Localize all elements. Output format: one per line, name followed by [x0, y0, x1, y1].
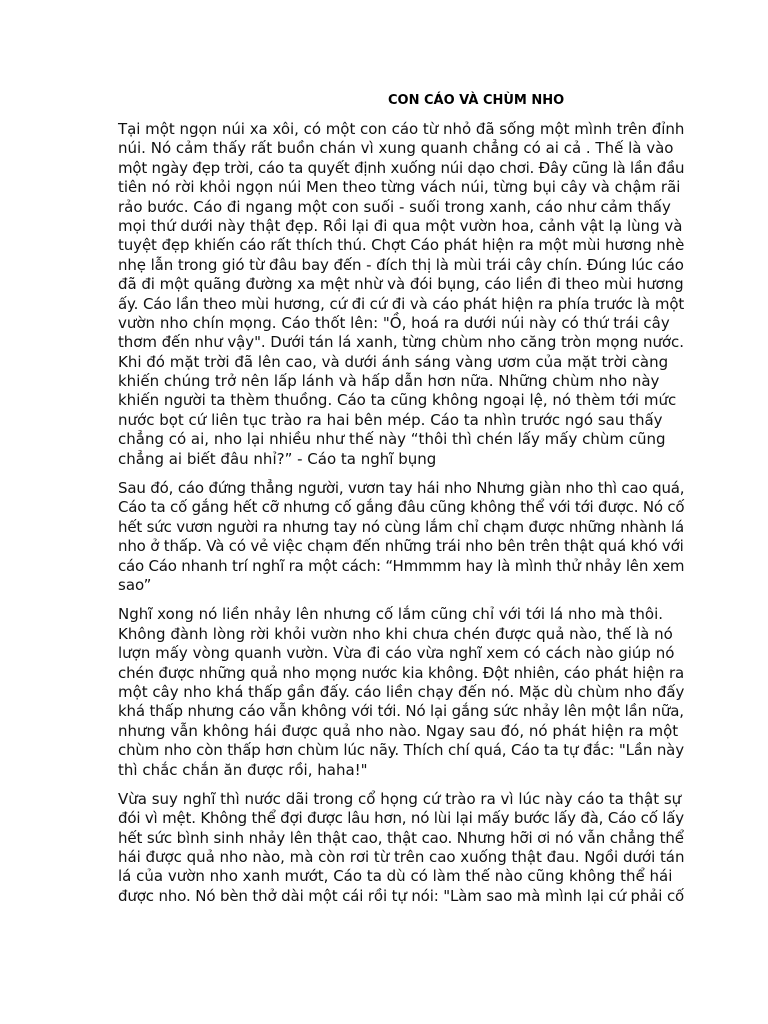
text-line: chẳng ai biết đâu nhỉ?” - Cáo ta nghĩ bụng [118, 449, 437, 468]
text-line: mọi thứ dưới này thật đẹp. Rồi lại đi qua một vườn hoa, cảnh vật lạ lùng và [118, 216, 683, 235]
text-line: đã đi một quãng đường xa mệt nhừ và đói bụng, cáo liền đi theo mùi hương [118, 275, 684, 294]
text-line: Khi đó mặt trời đã lên cao, và dưới ánh sáng vàng ươm của mặt trời càng [118, 352, 669, 371]
text-line: hái được quả nho nào, mà còn rơi từ trên cao xuống thật đau. Ngồi dưới tán [118, 848, 685, 867]
text-line: tuyệt đẹp khiến cáo rất thích thú. Chợt Cáo phát hiện ra một mùi hương nhè [118, 236, 685, 255]
story-title: CON CÁO VÀ CHÙM NHO [388, 93, 565, 108]
text-line: tiên nó rời khỏi ngọn núi Men theo từng vách núi, từng bụi cây và chậm rãi [118, 178, 681, 197]
text-line: nho ở thấp. Và có vẻ việc chạm đến những trái nho bên trên thật quá khó với [118, 537, 684, 556]
text-line: chùm nho còn thấp hơn chùm lúc nãy. Thích chí quá, Cáo ta tự đắc: "Lần này [118, 741, 684, 760]
paragraph-2 [118, 479, 684, 595]
text-line: chén được những quả nho mọng nước kia không. Đột nhiên, cáo phát hiện ra [118, 663, 684, 682]
text-line: được nho. Nó bèn thở dài một cái rồi tự nói: "Làm sao mà mình lại cứ phải cố [118, 886, 685, 905]
text-line: hết sức bình sinh nhảy lên thật cao, thật cao. Nhưng hỡi ơi nó vẫn chẳng thể [118, 828, 684, 847]
text-line: lá của vườn nho xanh mướt, Cáo ta dù có làm thế nào cũng không thể hái [118, 867, 673, 886]
paragraph-1 [118, 120, 684, 469]
text-line: khá thấp nhưng cáo vẫn không với tới. Nó lại gắng sức nhảy lên một lần nữa, [118, 702, 684, 721]
paragraph-4 [118, 790, 684, 906]
text-line: Sau đó, cáo đứng thẳng người, vươn tay hái nho Nhưng giàn nho thì cao quá, [118, 479, 685, 498]
text-line: một cây nho khá thấp gần đấy. cáo liền chạy đến nó. Mặc dù chùm nho đấy [118, 682, 685, 701]
text-line: nhưng vẫn không hái được quả nho nào. Ngay sau đó, nó phát hiện ra một [118, 721, 679, 740]
text-line: thì chắc chắn ăn được rồi, haha!" [118, 760, 368, 779]
text-line: nhẹ lẫn trong gió từ đâu bay đến - đích thị là mùi trái cây chín. Đúng lúc cáo [118, 255, 684, 274]
text-line: Vừa suy nghĩ thì nước dãi trong cổ họng cứ trào ra vì lúc này cáo ta thật sự [118, 789, 682, 808]
text-line: Không đành lòng rời khỏi vườn nho khi chưa chén được quả nào, thế là nó [118, 624, 673, 643]
text-line: khiến người ta thèm thuồng. Cáo ta cũng không ngoại lệ, nó thèm tới mức [118, 391, 677, 410]
text-line: chẳng có ai, nho lại nhiều như thế này “thôi thì chén lấy mấy chùm cũng [118, 430, 666, 449]
text-line: nước bọt cứ liên tục trào ra hai bên mép. Cáo ta nhìn trước ngó sau thấy [118, 410, 663, 429]
text-line: Cáo ta cố gắng hết cỡ nhưng cố gắng đâu cũng không thể với tới được. Nó cố [118, 498, 685, 517]
story-body [118, 120, 684, 916]
text-line: lượn mấy vòng quanh vườn. Vừa đi cáo vừa nghĩ xem có cách nào giúp nó [118, 644, 675, 663]
text-line: thơm đến như vậy". Dưới tán lá xanh, từng chùm nho căng tròn mọng nước. [118, 333, 684, 352]
text-line: rảo bước. Cáo đi ngang một con suối - suối trong xanh, cáo như cảm thấy [118, 197, 671, 216]
text-line: cáo Cáo nhanh trí nghĩ ra một cách: “Hmmmm hay là mình thử nhảy lên xem [118, 556, 685, 575]
text-line: vườn nho chín mọng. Cáo thốt lên: "Ồ, hoá ra dưới núi này có thứ trái cây [118, 313, 670, 332]
text-line: một ngày đẹp trời, cáo ta quyết định xuống núi dạo chơi. Đây cũng là lần đầu [118, 158, 685, 177]
text-line: sao” [118, 575, 152, 594]
text-line: khiến chúng trở nên lấp lánh và hấp dẫn hơn nữa. Những chùm nho này [118, 372, 660, 391]
text-line: Nghĩ xong nó liền nhảy lên nhưng cố lắm cũng chỉ với tới lá nho mà thôi. [118, 605, 664, 624]
text-line: núi. Nó cảm thấy rất buồn chán vì xung quanh chẳng có ai cả . Thế là vào [118, 139, 674, 158]
text-line: hết sức vươn người ra nhưng tay nó cùng lắm chỉ chạm được những nhành lá [118, 517, 685, 536]
paragraph-3 [118, 605, 684, 780]
text-line: ấy. Cáo lần theo mùi hương, cứ đi cứ đi và cáo phát hiện ra phía trước là một [118, 294, 685, 313]
text-line: Tại một ngọn núi xa xôi, có một con cáo từ nhỏ đã sống một mình trên đỉnh [118, 120, 685, 138]
text-line: đói vì mệt. Không thể đợi được lâu hơn, nó lùi lại mấy bước lấy đà, Cáo cố lấy [118, 809, 684, 828]
